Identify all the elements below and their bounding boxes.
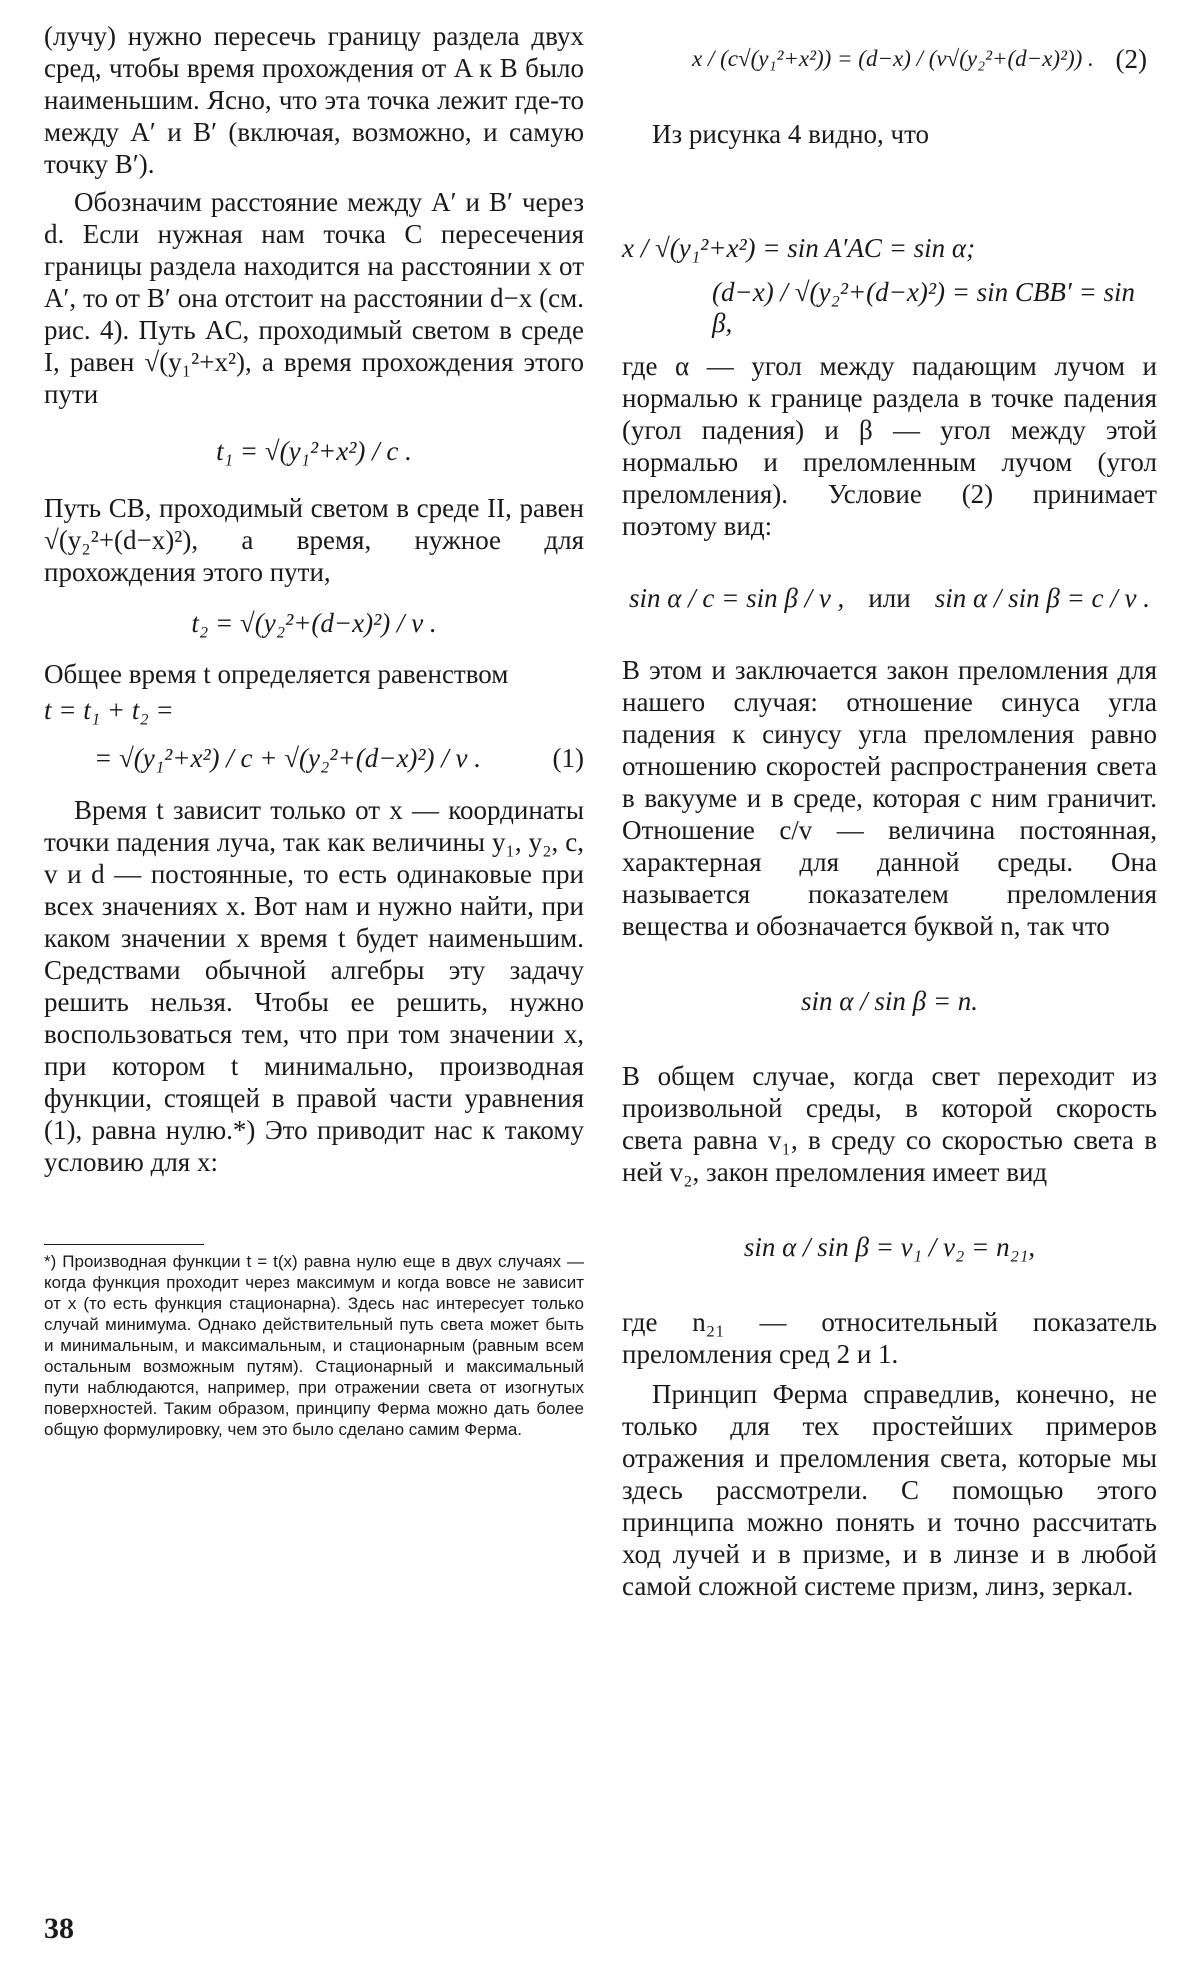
formula-sin-alpha-text: x / √(y₁²+x²) = sin A′AC = sin α;: [622, 232, 976, 263]
right-column: [622, 20, 1157, 1602]
formula-sin-beta-text: (d−x) / √(y₂²+(d−x)²) = sin CBB′ = sin β,: [712, 277, 1136, 338]
paragraph-path-cb: Путь CB, проходимый светом в среде II, равен √(y₂²+(d−x)²), а время, нужное для прохождения этого пути,: [44, 493, 584, 587]
paragraph-intro: (лучу) нужно пересечь границу раздела двух сред, чтобы время прохождения от A к B было наименьшим. Ясно, что эта точка лежит где-то между A′ и B′ (включая, возможно, и самую точку B′).: [44, 21, 584, 179]
formula-t2: [44, 588, 584, 658]
formula-1-line2-text: = √(y₁²+x²) / c + √(y₂²+(d−x)²) / v .: [94, 742, 481, 773]
footnote: [44, 1244, 584, 1440]
formula-t2-text: t₂ = √(y₂²+(d−x)²) / v .: [191, 607, 437, 638]
equation-number-2: (2): [1115, 43, 1147, 74]
paragraph-time-depends: Время t зависит только от x — координаты точки падения луча, так как величины y₁, y₂, c, v и d — постоянные, то есть одинаковые при всех значениях x. Вот нам и нужно найти, при каком значении x время t будет наименьшим. Средствами обычной алгебры эту задачу решить нельзя. Чтобы ее решить, нужно воспользоваться тем, что при том значении x, при котором t минимально, производная функции, стоящей в правой части уравнения (1), равна нулю.*) Это приводит нас к такому условию для x:: [44, 795, 584, 1177]
formula-sin-alpha: [622, 220, 1157, 276]
page-number: 38: [44, 1912, 74, 1945]
formula-sin-beta: [622, 276, 1157, 340]
formula-t1-text: t₁ = √(y₁²+x²) / c .: [216, 435, 412, 466]
formula-1-line1-text: t = t₁ + t₂ =: [44, 694, 174, 725]
paragraph-refraction-law: В этом и заключается закон преломления для нашего случая: отношение синуса угла падения к синусу угла преломления равно отношению скоростей распространения света в вакууме и в среде, которая с ним граничит. Отношение c/v — величина постоянная, характерная для данной среды. Она называется показателем преломления вещества и обозначается буквой n, так что: [622, 655, 1157, 941]
formula-2: [622, 20, 1157, 98]
formula-n21: [622, 1188, 1157, 1306]
paragraph-general-case: В общем случае, когда свет переходит из произвольной среды, в которой скорость света равна v₁, в среду со скоростью света в ней v₂, закон преломления имеет вид: [622, 1061, 1157, 1187]
paragraph-relative-index: где n₂₁ — относительный показатель преломления сред 2 и 1.: [622, 1307, 1157, 1369]
formula-n21-text: sin α / sin β = v₁ / v₂ = n₂₁,: [743, 1231, 1036, 1262]
left-column: [44, 20, 584, 1440]
formula-2-text: x / (c√(y₁²+x²)) = (d−x) / (v√(y₂²+(d−x)²)) .: [692, 46, 1094, 71]
paragraph-angles: где α — угол между падающим лучом и нормалью к границе раздела в точке падения (угол падения) и β — угол между этой нормалью и преломленным лучом (угол преломления). Условие (2) принимает поэтому вид:: [622, 351, 1157, 541]
footnote-text: *) Производная функции t = t(x) равна нулю еще в двух случаях — когда функция проходит через максимум и когда вовсе не зависит от x (то есть функция стационарна). Здесь нас интересует только случай минимума. Однако действительный путь света может быть и минимальным, и максимальным, и стационарным (равным всем остальным возможным путям). Стационарный и максимальный пути наблюдаются, например, при отражении света от изогнутых поверхностей. Таким образом, принципу Ферма можно дать более общую формулировку, чем это было сделано самим Ферма.: [44, 1252, 584, 1439]
formula-t1: [44, 410, 584, 492]
paragraph-total-time: Общее время t определяется равенством: [44, 659, 509, 689]
formula-1-line1: [44, 690, 584, 730]
paragraph-fermat: Принцип Ферма справедлив, конечно, не только для тех простейших примеров отражения и преломления света, которые мы здесь рассмотрели. С помощью этого принципа можно понять и точно рассчитать ход лучей и в призме, и в линзе и в любой самой сложной системе призм, линз, зеркал.: [622, 1379, 1157, 1601]
footnote-rule: [44, 1244, 204, 1245]
formula-snell-1: sin α / c = sin β / v ,: [628, 582, 845, 613]
formula-n: [622, 942, 1157, 1060]
formula-snell: [622, 542, 1157, 654]
paragraph-from-figure: Из рисунка 4 видно, что: [652, 119, 930, 149]
formula-1-line2: [44, 730, 584, 786]
equation-number-1: (1): [552, 742, 584, 773]
paragraph-distance: Обозначим расстояние между A′ и B′ через d. Если нужная нам точка C пересечения границы раздела находится на расстоянии x от A′, то от B′ она отстоит на расстоянии d−x (см. рис. 4). Путь AC, проходимый светом в среде I, равен √(y₁²+x²), а время прохождения этого пути: [44, 187, 584, 409]
formula-snell-or: или: [868, 582, 911, 613]
formula-snell-2: sin α / sin β = c / v .: [934, 582, 1151, 613]
formula-n-text: sin α / sin β = n.: [800, 985, 979, 1016]
